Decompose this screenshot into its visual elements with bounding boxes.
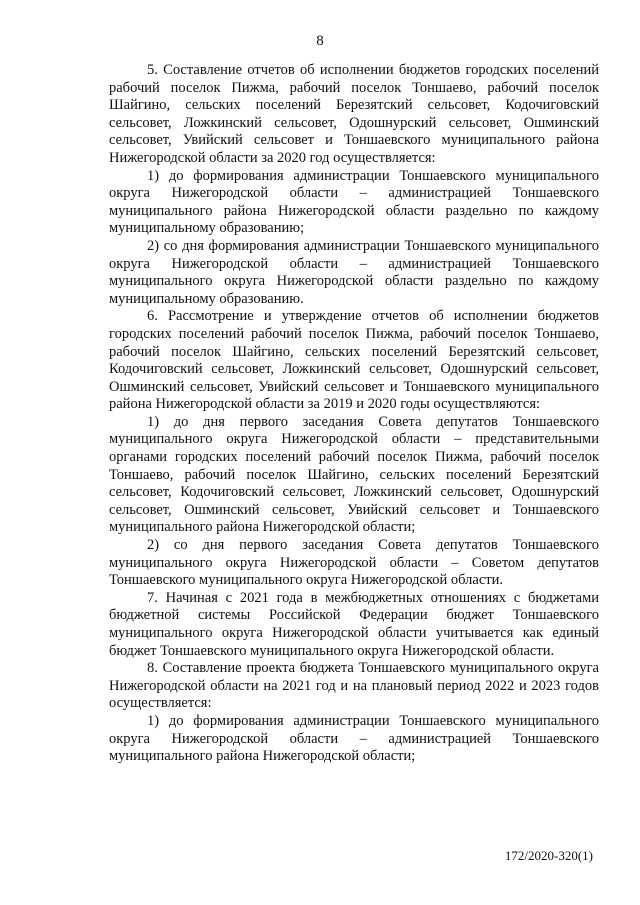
paragraph-7: 7. Начиная с 2021 года в межбюджетных отношениях с бюджетами бюджетной системы Российской Федерации бюджет Тоншаевского муниципального округа Нижегородской области учитывается как единый бюджет Тоншаевского муниципального округа Нижегородской области. bbox=[109, 589, 599, 659]
paragraph-5-item-2: 2) со дня формирования администрации Тоншаевского муниципального округа Нижегородской области – администрацией Тоншаевского муниципального округа Нижегородской области раздельно по каждому муниципальному образованию. bbox=[109, 237, 599, 307]
paragraph-6: 6. Рассмотрение и утверждение отчетов об исполнении бюджетов городских поселений рабочий поселок Пижма, рабочий поселок Тоншаево, рабочий поселок Шайгино, сельских поселений Березятский сельсовет, Кодочиговский сельсовет, Ложкинский сельсовет, Одошнурский сельсовет, Ошминский сельсовет, Увийский сельсовет и Тоншаевского муниципального района Нижегородской области за 2019 и 2020 годы осуществляются: bbox=[109, 308, 599, 413]
paragraph-8-item-1: 1) до формирования администрации Тоншаевского муниципального округа Нижегородской области – администрацией Тоншаевского муниципального района Нижегородской области; bbox=[109, 712, 599, 765]
paragraph-5: 5. Составление отчетов об исполнении бюджетов городских поселений рабочий поселок Пижма, рабочий поселок Тоншаево, рабочий поселок Шайгино, сельских поселений Березятский сельсовет, Кодочиговский сельсовет, Ложкинский сельсовет, Одошнурский сельсовет, Ошминский сельсовет, Увийский сельсовет и Тоншаевского муниципального района Нижегородской области за 2020 год осуществляется: bbox=[109, 62, 599, 166]
paragraph-8: 8. Составление проекта бюджета Тоншаевского муниципального округа Нижегородской области на 2021 год и на плановый период 2022 и 2023 годов осуществляется: bbox=[109, 660, 599, 712]
document-body bbox=[109, 62, 599, 766]
paragraph-6-item-2: 2) со дня первого заседания Совета депутатов Тоншаевского муниципального округа Нижегородской области – Советом депутатов Тоншаевского муниципального округа Нижегородской области. bbox=[109, 537, 599, 589]
page-number: 8 bbox=[316, 33, 324, 49]
footer-document-code: 172/2020-320(1) bbox=[504, 848, 593, 863]
paragraph-5-item-1: 1) до формирования администрации Тоншаевского муниципального округа Нижегородской области – администрацией Тоншаевского муниципального района Нижегородской области раздельно по каждому муниципальному образованию; bbox=[109, 167, 599, 237]
paragraph-6-item-1: 1) до дня первого заседания Совета депутатов Тоншаевского муниципального округа Нижегородской области – представительными органами городских поселений рабочий поселок Пижма, рабочий поселок Тоншаево, рабочий поселок Шайгино, сельских поселений Березятский сельсовет, Кодочиговский сельсовет, Ложкинский сельсовет, Одошнурский сельсовет, Ошминский сельсовет, Увийский сельсовет и Тоншаевского муниципального района Нижегородской области; bbox=[109, 413, 599, 536]
